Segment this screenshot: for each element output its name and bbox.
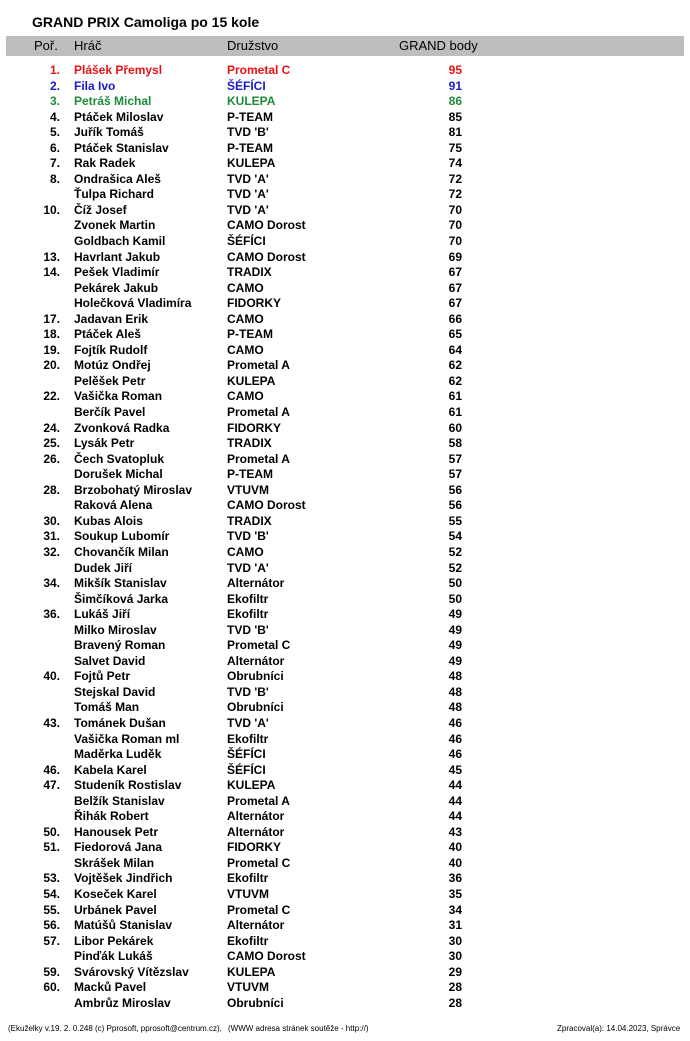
- row-player: Fila Ivo: [74, 78, 116, 93]
- row-team: Ekofiltr: [227, 731, 269, 746]
- row-points: 36: [448, 871, 462, 886]
- row-points: 85: [448, 109, 462, 124]
- row-player: Goldbach Kamil: [74, 234, 166, 249]
- row-team: TVD 'A': [227, 202, 269, 217]
- footer-processed: Zpracoval(a): 14.04.2023, Správce: [557, 1024, 681, 1033]
- row-player: Fiedorová Jana: [74, 840, 163, 855]
- table-row: [0, 79, 690, 95]
- table-row: [0, 265, 690, 281]
- table-row: [0, 809, 690, 825]
- standings-table: [0, 63, 690, 1011]
- row-team: CAMO Dorost: [227, 249, 306, 264]
- row-player: Lukáš Jiří: [74, 607, 131, 622]
- row-points: 48: [448, 700, 462, 715]
- row-rank: 54.: [43, 886, 60, 901]
- table-row: [0, 421, 690, 437]
- table-row: [0, 871, 690, 887]
- row-points: 44: [448, 793, 462, 808]
- table-row: [0, 607, 690, 623]
- row-points: 61: [448, 405, 462, 420]
- row-player: Bravený Roman: [74, 638, 166, 653]
- row-team: P-TEAM: [227, 109, 273, 124]
- row-points: 72: [448, 171, 462, 186]
- row-rank: 59.: [43, 964, 60, 979]
- row-player: Mikšík Stanislav: [74, 576, 167, 591]
- row-player: Stejskal David: [74, 684, 156, 699]
- row-points: 61: [448, 389, 462, 404]
- row-player: Motúz Ondřej: [74, 358, 151, 373]
- table-row: [0, 125, 690, 141]
- row-points: 70: [448, 202, 462, 217]
- row-player: Ptáček Miloslav: [74, 109, 164, 124]
- row-player: Petráš Michal: [74, 94, 152, 109]
- table-row: [0, 94, 690, 110]
- row-points: 48: [448, 669, 462, 684]
- table-row: [0, 498, 690, 514]
- table-row: [0, 856, 690, 872]
- row-team: Prometal A: [227, 358, 290, 373]
- row-player: Plášek Přemysl: [74, 63, 163, 77]
- table-row: [0, 156, 690, 172]
- table-row: [0, 763, 690, 779]
- row-player: Pinďák Lukáš: [74, 949, 153, 964]
- row-player: Fojtů Petr: [74, 669, 130, 684]
- table-row: [0, 623, 690, 639]
- row-rank: 2.: [49, 78, 60, 93]
- row-rank: 28.: [43, 482, 60, 497]
- row-rank: 53.: [43, 871, 60, 886]
- table-row: [0, 281, 690, 297]
- row-team: P-TEAM: [227, 327, 273, 342]
- row-team: CAMO Dorost: [227, 218, 306, 233]
- row-points: 58: [448, 436, 462, 451]
- table-row: [0, 918, 690, 934]
- row-team: CAMO Dorost: [227, 498, 306, 513]
- row-team: Prometal C: [227, 902, 291, 917]
- row-team: TVD 'B': [227, 622, 269, 637]
- row-rank: 24.: [43, 420, 60, 435]
- table-row: [0, 561, 690, 577]
- row-points: 44: [448, 809, 462, 824]
- row-points: 55: [448, 513, 462, 528]
- row-rank: 25.: [43, 436, 60, 451]
- row-team: Prometal C: [227, 638, 291, 653]
- row-rank: 47.: [43, 778, 60, 793]
- row-points: 45: [448, 762, 462, 777]
- row-points: 52: [448, 544, 462, 559]
- row-player: Urbánek Pavel: [74, 902, 157, 917]
- row-player: Pekárek Jakub: [74, 280, 159, 295]
- table-row: [0, 903, 690, 919]
- row-player: Svárovský Vítězslav: [74, 964, 189, 979]
- row-team: TVD 'A': [227, 715, 269, 730]
- row-rank: 17.: [43, 311, 60, 326]
- row-rank: 19.: [43, 342, 60, 357]
- row-rank: 4.: [49, 109, 60, 124]
- row-player: Číž Josef: [74, 202, 127, 217]
- row-player: Juřík Tomáš: [74, 125, 144, 140]
- row-team: KULEPA: [227, 156, 276, 171]
- row-team: Prometal C: [227, 63, 291, 77]
- table-row: [0, 436, 690, 452]
- row-rank: 55.: [43, 902, 60, 917]
- row-points: 46: [448, 747, 462, 762]
- row-points: 75: [448, 140, 462, 155]
- page-title: GRAND PRIX Camoliga po 15 kole: [32, 14, 260, 30]
- row-team: Ekofiltr: [227, 607, 269, 622]
- row-player: Salvet David: [74, 653, 146, 668]
- table-row: [0, 638, 690, 654]
- table-row: [0, 514, 690, 530]
- header-team: Družstvo: [227, 38, 279, 53]
- row-team: KULEPA: [227, 778, 276, 793]
- row-player: Libor Pekárek: [74, 933, 154, 948]
- row-player: Šimčíková Jarka: [74, 591, 169, 606]
- row-team: Ekofiltr: [227, 933, 269, 948]
- table-row: [0, 934, 690, 950]
- header-player: Hráč: [74, 38, 102, 53]
- row-points: 30: [448, 933, 462, 948]
- table-row: [0, 358, 690, 374]
- row-rank: 31.: [43, 529, 60, 544]
- row-team: VTUVM: [227, 482, 269, 497]
- table-row: [0, 996, 690, 1012]
- row-points: 28: [448, 995, 462, 1010]
- row-team: TRADIX: [227, 436, 272, 451]
- table-row: [0, 592, 690, 608]
- row-points: 56: [448, 498, 462, 513]
- row-team: Prometal A: [227, 405, 290, 420]
- row-player: Studeník Rostislav: [74, 778, 182, 793]
- row-rank: 46.: [43, 762, 60, 777]
- row-rank: 26.: [43, 451, 60, 466]
- row-points: 64: [448, 342, 462, 357]
- table-row: [0, 110, 690, 126]
- row-rank: 6.: [49, 140, 60, 155]
- row-points: 49: [448, 638, 462, 653]
- row-player: Chovančík Milan: [74, 544, 169, 559]
- row-points: 74: [448, 156, 462, 171]
- row-team: VTUVM: [227, 980, 269, 995]
- row-rank: 7.: [49, 156, 60, 171]
- header-points: GRAND body: [399, 38, 478, 53]
- row-points: 86: [448, 94, 462, 109]
- row-player: Zvonková Radka: [74, 420, 170, 435]
- row-points: 43: [448, 824, 462, 839]
- table-row: [0, 483, 690, 499]
- row-team: TVD 'A': [227, 171, 269, 186]
- table-row: [0, 141, 690, 157]
- row-points: 49: [448, 653, 462, 668]
- row-player: Tomáš Man: [74, 700, 140, 715]
- row-points: 70: [448, 234, 462, 249]
- row-team: VTUVM: [227, 886, 269, 901]
- row-team: KULEPA: [227, 964, 276, 979]
- row-points: 35: [448, 886, 462, 901]
- row-rank: 1.: [49, 63, 60, 77]
- table-row: [0, 685, 690, 701]
- table-row: [0, 794, 690, 810]
- row-points: 54: [448, 529, 462, 544]
- row-player: Rak Radek: [74, 156, 136, 171]
- row-player: Havrlant Jakub: [74, 249, 161, 264]
- table-row: [0, 700, 690, 716]
- table-row: [0, 825, 690, 841]
- row-team: Alternátor: [227, 653, 285, 668]
- row-player: Berčík Pavel: [74, 405, 146, 420]
- row-player: Fojtík Rudolf: [74, 342, 148, 357]
- row-rank: 30.: [43, 513, 60, 528]
- row-rank: 22.: [43, 389, 60, 404]
- row-player: Lysák Petr: [74, 436, 135, 451]
- footer-website: (WWW adresa stránek soutěže - http://): [228, 1024, 369, 1033]
- row-player: Milko Miroslav: [74, 622, 157, 637]
- row-team: CAMO: [227, 389, 264, 404]
- row-points: 48: [448, 684, 462, 699]
- row-rank: 3.: [49, 94, 60, 109]
- row-rank: 5.: [49, 125, 60, 140]
- row-player: Soukup Lubomír: [74, 529, 170, 544]
- row-player: Belžík Stanislav: [74, 793, 165, 808]
- row-rank: 43.: [43, 715, 60, 730]
- row-team: TVD 'B': [227, 684, 269, 699]
- row-team: KULEPA: [227, 94, 276, 109]
- table-row: [0, 545, 690, 561]
- row-player: Ondrašica Aleš: [74, 171, 161, 186]
- row-rank: 10.: [43, 202, 60, 217]
- table-row: [0, 732, 690, 748]
- row-rank: 8.: [49, 171, 60, 186]
- row-team: Obrubníci: [227, 669, 284, 684]
- row-team: TVD 'A': [227, 560, 269, 575]
- row-points: 50: [448, 576, 462, 591]
- table-row: [0, 949, 690, 965]
- row-team: ŠÉFÍCI: [227, 747, 266, 762]
- row-player: Vojtěšek Jindřich: [74, 871, 173, 886]
- table-row: [0, 327, 690, 343]
- row-team: KULEPA: [227, 373, 276, 388]
- table-row: [0, 218, 690, 234]
- row-player: Hanousek Petr: [74, 824, 159, 839]
- table-row: [0, 887, 690, 903]
- table-row: [0, 529, 690, 545]
- row-points: 57: [448, 451, 462, 466]
- row-points: 95: [448, 63, 462, 77]
- row-player: Ťulpa Richard: [74, 187, 155, 202]
- row-points: 40: [448, 855, 462, 870]
- row-points: 66: [448, 311, 462, 326]
- row-team: Ekofiltr: [227, 871, 269, 886]
- row-player: Holečková Vladimíra: [74, 296, 192, 311]
- row-team: Alternátor: [227, 918, 285, 933]
- row-points: 44: [448, 778, 462, 793]
- row-rank: 40.: [43, 669, 60, 684]
- row-rank: 36.: [43, 607, 60, 622]
- row-rank: 57.: [43, 933, 60, 948]
- row-team: TVD 'B': [227, 125, 269, 140]
- row-points: 70: [448, 218, 462, 233]
- row-points: 57: [448, 467, 462, 482]
- table-row: [0, 172, 690, 188]
- row-team: CAMO Dorost: [227, 949, 306, 964]
- row-player: Maděrka Luděk: [74, 747, 162, 762]
- row-player: Raková Alena: [74, 498, 153, 513]
- row-points: 28: [448, 980, 462, 995]
- table-row: [0, 187, 690, 203]
- row-player: Ambrůz Miroslav: [74, 995, 171, 1010]
- row-player: Kabela Karel: [74, 762, 147, 777]
- row-team: ŠÉFÍCI: [227, 234, 266, 249]
- row-player: Macků Pavel: [74, 980, 147, 995]
- table-row: [0, 576, 690, 592]
- table-row: [0, 840, 690, 856]
- row-points: 52: [448, 560, 462, 575]
- row-points: 81: [448, 125, 462, 140]
- row-player: Pelěšek Petr: [74, 373, 146, 388]
- row-team: Obrubníci: [227, 700, 284, 715]
- table-row: [0, 203, 690, 219]
- row-player: Ptáček Stanislav: [74, 140, 169, 155]
- table-row: [0, 747, 690, 763]
- row-team: FIDORKY: [227, 420, 281, 435]
- table-row: [0, 980, 690, 996]
- table-row: [0, 250, 690, 266]
- row-points: 49: [448, 622, 462, 637]
- row-player: Jadavan Erik: [74, 311, 149, 326]
- table-row: [0, 343, 690, 359]
- row-rank: 56.: [43, 918, 60, 933]
- row-points: 67: [448, 280, 462, 295]
- row-team: Prometal A: [227, 793, 290, 808]
- row-points: 62: [448, 373, 462, 388]
- row-points: 62: [448, 358, 462, 373]
- row-player: Řihák Robert: [74, 809, 149, 824]
- row-player: Čech Svatopluk: [74, 451, 165, 466]
- row-team: ŠÉFÍCI: [227, 762, 266, 777]
- row-points: 67: [448, 265, 462, 280]
- row-points: 46: [448, 715, 462, 730]
- row-rank: 34.: [43, 576, 60, 591]
- row-points: 91: [448, 78, 462, 93]
- row-points: 65: [448, 327, 462, 342]
- row-rank: 13.: [43, 249, 60, 264]
- table-row: [0, 296, 690, 312]
- row-points: 60: [448, 420, 462, 435]
- row-points: 67: [448, 296, 462, 311]
- row-player: Koseček Karel: [74, 886, 157, 901]
- table-row: [0, 467, 690, 483]
- row-team: Alternátor: [227, 576, 285, 591]
- row-team: Prometal C: [227, 855, 291, 870]
- table-row: [0, 234, 690, 250]
- row-team: Alternátor: [227, 824, 285, 839]
- row-points: 30: [448, 949, 462, 964]
- row-points: 69: [448, 249, 462, 264]
- row-points: 46: [448, 731, 462, 746]
- row-points: 49: [448, 607, 462, 622]
- row-team: TRADIX: [227, 513, 272, 528]
- table-header: [6, 36, 684, 56]
- row-player: Ptáček Aleš: [74, 327, 141, 342]
- row-points: 56: [448, 482, 462, 497]
- row-rank: 20.: [43, 358, 60, 373]
- row-team: Obrubníci: [227, 995, 284, 1010]
- row-player: Vašička Roman ml: [74, 731, 180, 746]
- footer-software: (Ekuželky v.19. 2. 0.248 (c) Pprosoft, pprosoft@centrum.cz),: [8, 1024, 222, 1033]
- row-team: CAMO: [227, 544, 264, 559]
- row-rank: 60.: [43, 980, 60, 995]
- row-team: FIDORKY: [227, 840, 281, 855]
- row-player: Zvonek Martin: [74, 218, 156, 233]
- table-row: [0, 374, 690, 390]
- row-player: Tománek Dušan: [74, 715, 166, 730]
- row-team: TVD 'B': [227, 529, 269, 544]
- table-row: [0, 965, 690, 981]
- row-team: Prometal A: [227, 451, 290, 466]
- row-points: 34: [448, 902, 462, 917]
- row-points: 31: [448, 918, 462, 933]
- row-rank: 14.: [43, 265, 60, 280]
- row-team: Alternátor: [227, 809, 285, 824]
- table-row: [0, 716, 690, 732]
- table-row: [0, 654, 690, 670]
- row-team: CAMO: [227, 280, 264, 295]
- table-row: [0, 312, 690, 328]
- row-player: Kubas Alois: [74, 513, 143, 528]
- row-player: Pešek Vladimír: [74, 265, 160, 280]
- row-player: Matúšů Stanislav: [74, 918, 173, 933]
- row-player: Dorušek Michal: [74, 467, 163, 482]
- row-rank: 32.: [43, 544, 60, 559]
- row-team: P-TEAM: [227, 140, 273, 155]
- row-team: TRADIX: [227, 265, 272, 280]
- row-rank: 50.: [43, 824, 60, 839]
- header-rank: Poř.: [34, 38, 58, 53]
- row-player: Vašička Roman: [74, 389, 163, 404]
- row-team: TVD 'A': [227, 187, 269, 202]
- table-row: [0, 389, 690, 405]
- row-points: 72: [448, 187, 462, 202]
- table-row: [0, 405, 690, 421]
- row-team: CAMO: [227, 311, 264, 326]
- table-row: [0, 452, 690, 468]
- row-points: 50: [448, 591, 462, 606]
- row-rank: 18.: [43, 327, 60, 342]
- table-row: [0, 778, 690, 794]
- row-points: 40: [448, 840, 462, 855]
- row-team: CAMO: [227, 342, 264, 357]
- row-team: P-TEAM: [227, 467, 273, 482]
- row-team: ŠÉFÍCI: [227, 78, 266, 93]
- row-player: Brzobohatý Miroslav: [74, 482, 193, 497]
- row-player: Skrášek Milan: [74, 855, 155, 870]
- table-row: [0, 63, 690, 79]
- row-rank: 51.: [43, 840, 60, 855]
- row-team: Ekofiltr: [227, 591, 269, 606]
- row-team: FIDORKY: [227, 296, 281, 311]
- row-player: Dudek Jiří: [74, 560, 133, 575]
- row-points: 29: [448, 964, 462, 979]
- table-row: [0, 669, 690, 685]
